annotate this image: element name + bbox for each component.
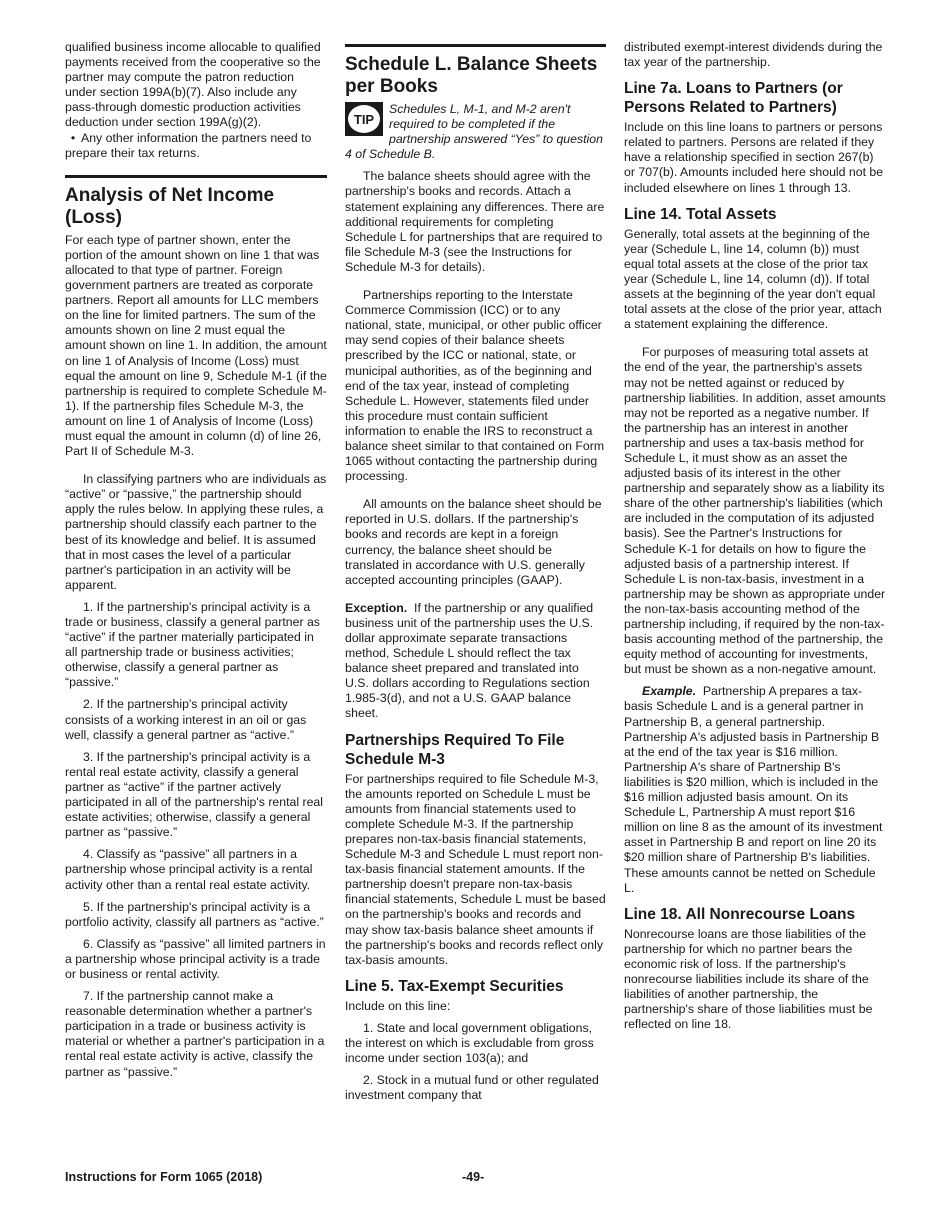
heading-analysis-net-income: Analysis of Net Income (Loss) xyxy=(65,184,275,228)
heading-m3: Partnerships Required To File Schedule M-3 xyxy=(345,731,565,768)
example-label: Example. xyxy=(642,684,696,699)
tip-label: TIP xyxy=(353,112,375,127)
example-text: Partnership A prepares a tax-basis Schedule L and is a general partner in Partnership B, a general partnership. Partnership A's adjusted basis in Partnership B at the end of the tax year is $16 million. Partnership A's share of Partnership B's liabilities is $20 million, which is included in the $16 million adjusted basis amount. On its Schedule L, Partnership A must report $16 million on line 8 as the amount of its investment asset in Partnership B and report on line 20 its $20 million share of Partnership B's liabilities. These amounts cannot be netted on Schedule L. xyxy=(624,684,883,895)
heading-line5: Line 5. Tax-Exempt Securities xyxy=(345,977,564,995)
footer-form-title: Instructions for Form 1065 (2018) xyxy=(65,1170,263,1184)
list-item: 2. If the partnership's principal activity consists of a working interest in an oil or gas well, classify a general partner as “active.” xyxy=(65,697,307,742)
exception-paragraph xyxy=(345,601,606,722)
example-paragraph xyxy=(624,684,886,895)
heading-line14: Line 14. Total Assets xyxy=(624,205,777,223)
paragraph: Partnerships reporting to the Interstate Commerce Commission (ICC) or to any national, state, municipal, or other public officer may send copies of their balance sheets prescribed by the ICC or national, state, or municipal authorities, as of the beginning and end of the tax year, instead of completing Schedule L. However, statements filed under this procedure must contain sufficient information to enable the IRS to reconstruct a balance sheet similar to that contained on Form 1065 without contacting the partnership during processing. xyxy=(345,288,605,484)
paragraph: All amounts on the balance sheet should be reported in U.S. dollars. If the partnership's books and records are kept in a foreign currency, the balance sheet should be translated in accordance with U.S. generally accepted accounting principles (GAAP). xyxy=(345,497,602,587)
tip-icon xyxy=(345,102,383,136)
paragraph: In classifying partners who are individuals as “active” or “passive,” the partnership should apply the rules below. In applying these rules, a partnership should classify each partner to the best of its knowledge and belief. It is assumed that in most cases the level of a particular partner's participation in an activity will be apparent. xyxy=(65,472,327,592)
heading-line7a: Line 7a. Loans to Partners (or Persons Related to Partners) xyxy=(624,80,843,117)
continued-paragraph: distributed exempt-interest dividends during the tax year of the partnership. xyxy=(624,40,883,70)
bullet-icon: • xyxy=(70,130,76,145)
list-item: 2. Stock in a mutual fund or other regulated investment company that xyxy=(345,1073,599,1103)
section-rule xyxy=(65,175,327,178)
list-item: 7. If the partnership cannot make a reasonable determination whether a partner's participation in a trade or business activity is material or whether a partner's participation in a rental real estate activity is active, classify the partner as “passive.” xyxy=(65,989,325,1079)
exception-label: Exception. xyxy=(345,600,408,615)
paragraph: For each type of partner shown, enter the portion of the amount shown on line 1 that was allocated to that type of partner. Foreign government partners are treated as corporate partners. Report all amounts for LLC members on the line for limited partners. The sum of the amounts shown on line 2 must equal the amount shown on line 1. In addition, the amount on line 1 of Analysis of Income (Loss) must equal the amount on line 9, Schedule M-1 (if the partnership is required to complete Schedule M-1). If the partnership files Schedule M-3, the amount on line 1 of Analysis of Income (Loss) must equal the amount in column (d) of line 26, Part II of Schedule M-3. xyxy=(65,232,327,459)
exception-text: If the partnership or any qualified business unit of the partnership uses the U.S. dollar approximate separate transactions method, Schedule L should reflect the tax balance sheet prepared and translated into U.S. dollars according to Regulations section 1.985-3(d), and not a U.S. GAAP balance sheet. xyxy=(345,600,594,721)
list-item: 3. If the partnership's principal activity is a rental real estate activity, classify a general partner as “active” if the partner actively participated in all of the partnership's rental real estate activities; otherwise, classify a general partner as “passive.” xyxy=(65,749,323,840)
paragraph: Include on this line loans to partners or persons related to partners. Persons are related if they have a relationship specified in section 267(b) or 707(b). Amounts included here should not be included elsewhere on lines 1 through 13. xyxy=(624,120,884,195)
list-item: 5. If the partnership's principal activity is a portfolio activity, classify all partners as “active.” xyxy=(65,899,324,929)
paragraph: Nonrecourse loans are those liabilities of the partnership for which no partner bears the economic risk of loss. If the partnership's nonrecourse liabilities include its share of the liabilities of another partnership, the partnership's share of those liabilities must be reflected on line 18. xyxy=(624,926,873,1032)
bullet-text: Any other information the partners need to prepare their tax returns. xyxy=(65,130,312,160)
paragraph: Generally, total assets at the beginning of the year (Schedule L, line 14, column (b)) must equal total assets at the close of the prior tax year (Schedule L, line 14, column (d)). If total assets at the beginning of the year don't equal total assets at the close of the prior year, attach a statement explaining the difference. xyxy=(624,226,882,332)
paragraph: For partnerships required to file Schedule M-3, the amounts reported on Schedule L must be amounts from financial statements used to complete Schedule M-3. If the partnership prepares non-tax-basis financial statements, Schedule M-3 and Schedule L must report non-tax-basis financial statement amounts. If the partnership doesn't prepare non-tax-basis financial statements, Schedule L must be based on the partnership's books and records and may show tax-basis balance sheet amounts if the partnership's books and records reflect only tax-basis amounts. xyxy=(345,771,606,967)
list-item: 1. State and local government obligations, the interest on which is excludable from gross income under section 103(a); and xyxy=(345,1020,594,1066)
heading-schedule-l: Schedule L. Balance Sheets per Books xyxy=(345,54,598,97)
list-item: 1. If the partnership's principal activity is a trade or business, classify a general partner as “active” if the partner materially participated in all partnership trade or business activities; otherwise, classify a general partner as “passive.” xyxy=(65,599,320,690)
paragraph: Include on this line: xyxy=(345,998,451,1013)
continued-paragraph: qualified business income allocable to qualified payments received from the cooperative so the partner may compute the patron reduction under section 199A(b)(7). Also include any pass-through domestic production activities deduction under section 199A(g)(2). xyxy=(65,40,321,130)
column-right xyxy=(624,40,886,1032)
footer-page-number: -49- xyxy=(462,1170,485,1184)
bullet-item xyxy=(65,131,327,161)
heading-line18: Line 18. All Nonrecourse Loans xyxy=(624,905,856,923)
list-item: 4. Classify as “passive” all partners in a partnership whose principal activity is a rental activity other than a rental real estate activity. xyxy=(65,847,313,892)
paragraph: The balance sheets should agree with the partnership's books and records. Attach a statement explaining any differences. There are additional requirements for completing Schedule L for partnerships that are required to file Schedule M-3 (see the Instructions for Schedule M-3 for details). xyxy=(345,169,605,274)
column-left xyxy=(65,40,327,1080)
list-item: 6. Classify as “passive” all limited partners in a partnership whose principal activity is a trade or business or rental activity. xyxy=(65,936,326,981)
tip-callout xyxy=(345,102,606,162)
tip-text: Schedules L, M-1, and M-2 aren't required to be completed if the partnership answered “Yes” to question 4 of Schedule B. xyxy=(345,102,603,162)
paragraph: For purposes of measuring total assets at the end of the year, the partnership's assets may not be netted against or reduced by partnership liabilities. In addition, asset amounts may not be reported as a negative number. If the partnership has an interest in another partnership and uses a tax-basis method for Schedule L, it must show as an asset the adjusted basis of its interest in the other partnership and separately show as a liability its share of the other partnership's liabilities (which are included in the computation of its adjusted basis). See the Partner's Instructions for Schedule K-1 for details on how to figure the adjusted basis of a partnership interest. If Schedule L is non-tax-basis, investment in a partnership may be shown as appropriate under the non-tax-basis accounting method of the partnership including, if required by the non-tax-basis accounting method of the partnership, the equity method of accounting for investments, but must be shown as a non-negative amount. xyxy=(624,345,886,677)
section-rule xyxy=(345,44,606,47)
column-middle xyxy=(345,40,606,1103)
